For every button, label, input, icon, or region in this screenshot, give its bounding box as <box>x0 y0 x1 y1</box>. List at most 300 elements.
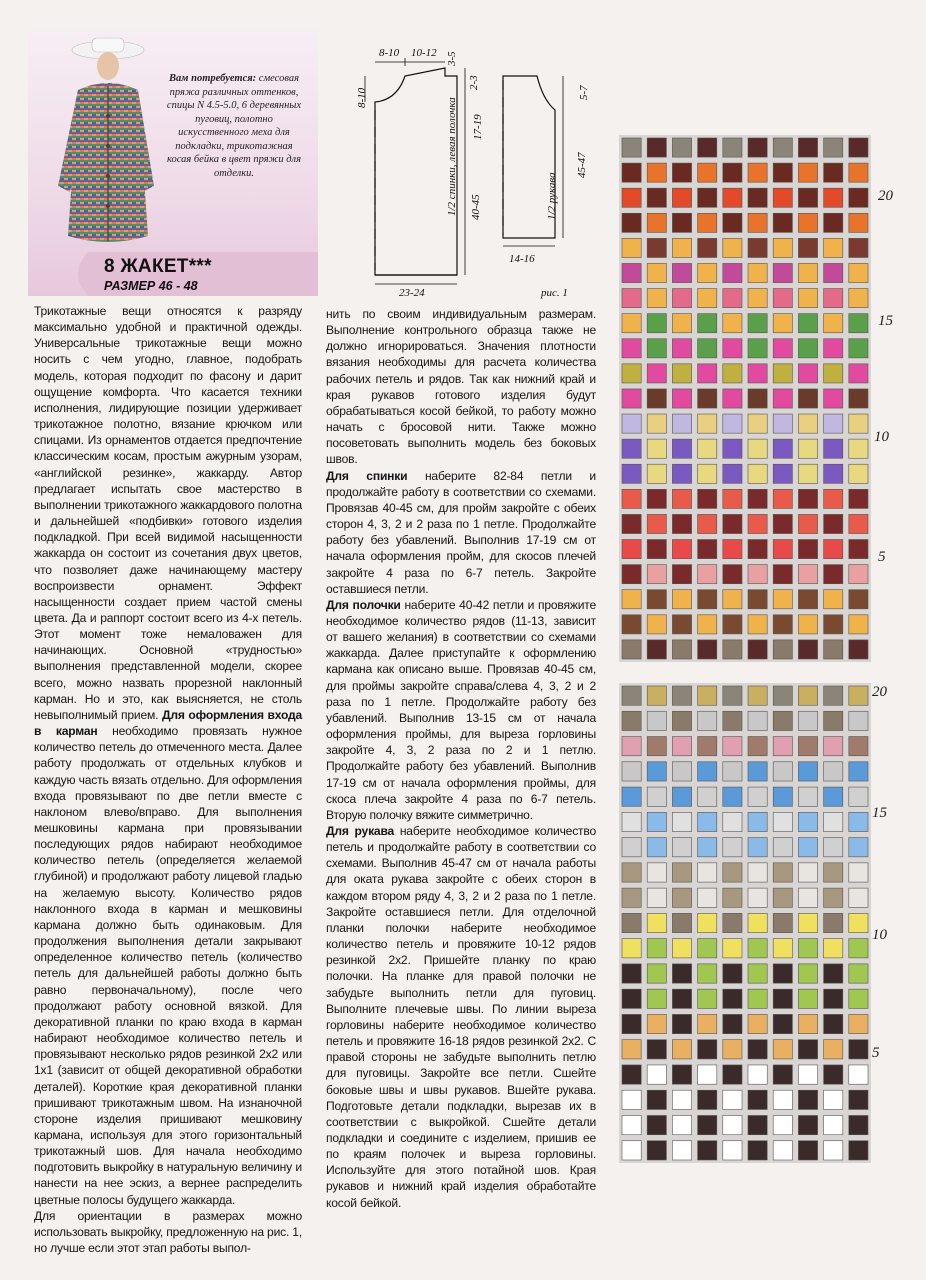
chart-cell <box>698 686 717 705</box>
chart-cell <box>824 863 843 882</box>
chart-cell <box>647 1141 666 1160</box>
chart-cell <box>773 989 792 1008</box>
chart-cell <box>723 615 742 634</box>
chart-cell <box>647 314 666 333</box>
chart-cell <box>824 464 843 483</box>
chart-cell <box>672 787 691 806</box>
chart-cell <box>672 389 691 408</box>
chart-cell <box>672 238 691 257</box>
materials-text: смесовая пряжа различных оттенков, спицы N 4.5-5.0, 6 деревянных пуговиц, полотно искусственного меха для подкладки, трикотажная косая бейка в цвет пряжи для отделки. <box>166 73 302 179</box>
chart-cell <box>647 263 666 282</box>
chart-cell <box>698 590 717 609</box>
chart-cell <box>723 737 742 756</box>
chart-cell <box>723 464 742 483</box>
chart-cell <box>723 711 742 730</box>
chart-cell <box>672 615 691 634</box>
chart-cell <box>622 1040 641 1059</box>
chart-cell <box>698 188 717 207</box>
chart-cell <box>824 314 843 333</box>
chart-cell <box>647 514 666 533</box>
chart-cell <box>849 939 868 958</box>
chart-cell <box>748 615 767 634</box>
chart-cell <box>723 590 742 609</box>
chart-cell <box>748 686 767 705</box>
chart-cell <box>748 163 767 182</box>
chart-cell <box>824 590 843 609</box>
chart-cell <box>698 314 717 333</box>
chart-cell <box>798 1065 817 1084</box>
chart-cell <box>824 163 843 182</box>
chart-cell <box>723 939 742 958</box>
chart-cell <box>773 1065 792 1084</box>
chart-cell <box>824 1090 843 1109</box>
chart-cell <box>798 514 817 533</box>
chart-cell <box>672 1141 691 1160</box>
chart-cell <box>748 640 767 659</box>
chart-cell <box>748 964 767 983</box>
chart-cell <box>824 389 843 408</box>
label-body: 1/2 спинки, левая полочка <box>446 97 458 216</box>
chart-cell <box>647 289 666 308</box>
dim-top-3: 3-5 <box>446 51 458 66</box>
chart-cell <box>773 489 792 508</box>
chart-cell <box>698 737 717 756</box>
chart-cell <box>773 213 792 232</box>
label-sleeve: 1/2 рукава <box>546 172 558 220</box>
chart-cell <box>698 213 717 232</box>
dim-left: 8-10 <box>356 87 368 108</box>
chart-cell <box>773 939 792 958</box>
chart-cell <box>798 1141 817 1160</box>
chart-cell <box>698 389 717 408</box>
chart-cell <box>773 188 792 207</box>
chart-cell <box>824 964 843 983</box>
chart-cell <box>773 439 792 458</box>
chart-cell <box>773 964 792 983</box>
pattern-schematic <box>345 40 590 300</box>
chart-cell <box>672 686 691 705</box>
chart-cell <box>798 464 817 483</box>
chart-cell <box>622 762 641 781</box>
chart-cell <box>672 964 691 983</box>
chart-cell <box>622 964 641 983</box>
chart-cell <box>622 540 641 559</box>
chart-cell <box>773 289 792 308</box>
chart-cell <box>698 138 717 157</box>
chart-cell <box>647 762 666 781</box>
chart-cell <box>773 364 792 383</box>
chart-cell <box>672 1040 691 1059</box>
chart1-row-label-10: 10 <box>874 429 889 445</box>
chart-cell <box>647 1090 666 1109</box>
chart-cell <box>849 640 868 659</box>
chart-cell <box>672 1115 691 1134</box>
chart-cell <box>849 489 868 508</box>
chart-cell <box>798 838 817 857</box>
chart-cell <box>773 1141 792 1160</box>
chart1-row-label-15: 15 <box>878 313 893 329</box>
chart-cell <box>622 1141 641 1160</box>
chart-cell <box>824 939 843 958</box>
chart-cell <box>647 711 666 730</box>
chart-cell <box>798 1040 817 1059</box>
chart-cell <box>647 964 666 983</box>
chart-cell <box>723 1014 742 1033</box>
chart-cell <box>672 439 691 458</box>
chart-cell <box>824 364 843 383</box>
chart-cell <box>798 737 817 756</box>
chart-cell <box>748 1141 767 1160</box>
chart-cell <box>622 1115 641 1134</box>
chart-cell <box>672 364 691 383</box>
chart2-row-label-15: 15 <box>872 805 887 821</box>
chart-cell <box>698 1141 717 1160</box>
chart-cell <box>672 263 691 282</box>
chart-cell <box>647 1065 666 1084</box>
chart-cell <box>824 838 843 857</box>
chart-cell <box>824 238 843 257</box>
chart2-row-label-10: 10 <box>872 927 887 943</box>
chart-cell <box>647 188 666 207</box>
chart-cell <box>723 1141 742 1160</box>
chart-cell <box>647 863 666 882</box>
chart-cell <box>647 737 666 756</box>
chart-cell <box>798 1115 817 1134</box>
chart-cell <box>849 464 868 483</box>
chart-cell <box>748 414 767 433</box>
back-paragraph: Для спинки наберите 82-84 петли и продолжайте работу в соответствии со схемами. Провязав 40-45 см, для пройм закройте с обеих сторон 4, 3, 2 и 2 раза по 1 петле. Продолжайте работу без убавлений. Выполнив 17-19 см от начала оформления пройм, для скосов плечей закройте 4 раза по 6-7 петель. Закройте оставшиеся петли. <box>326 468 596 596</box>
chart-cell <box>849 339 868 358</box>
chart-cell <box>748 314 767 333</box>
chart-cell <box>824 1115 843 1134</box>
chart-cell <box>748 540 767 559</box>
chart-cell <box>647 1040 666 1059</box>
chart-cell <box>849 787 868 806</box>
sleeve-top: 5-7 <box>578 85 590 100</box>
chart-cell <box>622 812 641 831</box>
chart-cell <box>798 314 817 333</box>
chart-cell <box>622 737 641 756</box>
chart-cell <box>698 888 717 907</box>
chart-cell <box>622 838 641 857</box>
chart-cell <box>698 238 717 257</box>
chart-cell <box>698 913 717 932</box>
chart-cell <box>849 1090 868 1109</box>
chart-cell <box>824 711 843 730</box>
chart-cell <box>723 364 742 383</box>
chart-cell <box>798 888 817 907</box>
chart-cell <box>748 489 767 508</box>
chart-cell <box>798 686 817 705</box>
chart-cell <box>698 1014 717 1033</box>
chart-cell <box>849 863 868 882</box>
chart-cell <box>622 138 641 157</box>
chart-cell <box>698 863 717 882</box>
chart-cell <box>849 414 868 433</box>
chart-cell <box>748 590 767 609</box>
chart-cell <box>622 339 641 358</box>
chart-cell <box>824 989 843 1008</box>
chart-cell <box>748 888 767 907</box>
chart-cell <box>698 414 717 433</box>
chart-cell <box>849 964 868 983</box>
chart-cell <box>798 762 817 781</box>
chart-cell <box>798 640 817 659</box>
chart-cell <box>622 314 641 333</box>
chart-cell <box>748 913 767 932</box>
chart-cell <box>824 489 843 508</box>
chart-cell <box>647 1115 666 1134</box>
model-size: РАЗМЕР 46 - 48 <box>104 279 198 293</box>
chart-cell <box>849 1141 868 1160</box>
chart-cell <box>672 289 691 308</box>
chart-cell <box>824 263 843 282</box>
chart-cell <box>672 888 691 907</box>
chart-cell <box>849 565 868 584</box>
dim-top-2: 10-12 <box>411 47 437 59</box>
chart-cell <box>849 1014 868 1033</box>
chart-cell <box>672 188 691 207</box>
chart-cell <box>849 711 868 730</box>
chart-cell <box>798 213 817 232</box>
chart-cell <box>723 514 742 533</box>
chart-cell <box>723 314 742 333</box>
chart1-row-label-20: 20 <box>878 188 893 204</box>
chart-cell <box>723 686 742 705</box>
chart-cell <box>748 989 767 1008</box>
chart-cell <box>824 289 843 308</box>
chart-cell <box>824 640 843 659</box>
chart-cell <box>622 863 641 882</box>
chart-cell <box>698 565 717 584</box>
chart-cell <box>723 389 742 408</box>
chart-cell <box>723 1115 742 1134</box>
chart-cell <box>798 913 817 932</box>
chart-cell <box>698 439 717 458</box>
chart-cell <box>748 339 767 358</box>
chart-cell <box>723 565 742 584</box>
chart2-row-label-20: 20 <box>872 684 887 700</box>
front-paragraph: Для полочки наберите 40-42 петли и провяжите необходимое количество рядов (11-13, зависит от вашего желания) в соответствии со схемами жаккарда. Далее приступайте к оформлению кармана как описано выше. Провязав 40-45 см, для проймы закройте справа/слева 4, 3, 2 и 2 раза по 1 петле. Продолжайте работу без убавлений. Выполнив 13-15 см от начала оформления проймы, для выреза горловины закройте 4, 3, 2 раза по 2 и 1 петлю. Продолжайте работу без убавлений. Выполнив 17-19 см от начала оформления проймы, для скоса плеча закройте 4 раза по 6-7 петель. Вторую полочку вяжите симметрично. <box>326 597 596 822</box>
chart-cell <box>672 339 691 358</box>
chart-cell <box>647 565 666 584</box>
chart-cell <box>622 289 641 308</box>
chart-cell <box>849 540 868 559</box>
sleeve-side: 45-47 <box>576 152 588 178</box>
chart-cell <box>672 812 691 831</box>
chart-cell <box>748 565 767 584</box>
chart-cell <box>647 640 666 659</box>
chart-cell <box>748 863 767 882</box>
chart-cell <box>723 188 742 207</box>
chart-cell <box>723 414 742 433</box>
chart-cell <box>647 1014 666 1033</box>
chart-cell <box>672 464 691 483</box>
chart-cell <box>748 389 767 408</box>
chart-cell <box>698 364 717 383</box>
chart-cell <box>698 464 717 483</box>
chart-cell <box>672 1090 691 1109</box>
chart-cell <box>798 590 817 609</box>
chart-cell <box>849 762 868 781</box>
figure-caption: рис. 1 <box>541 287 568 299</box>
chart-cell <box>698 711 717 730</box>
chart-cell <box>798 711 817 730</box>
chart-cell <box>672 737 691 756</box>
chart-cell <box>723 863 742 882</box>
chart-cell <box>824 1040 843 1059</box>
chart-cell <box>849 163 868 182</box>
chart-cell <box>849 439 868 458</box>
chart-cell <box>798 1014 817 1033</box>
chart-cell <box>647 464 666 483</box>
chart-cell <box>849 514 868 533</box>
chart-cell <box>672 762 691 781</box>
chart-cell <box>773 1115 792 1134</box>
chart-cell <box>748 188 767 207</box>
chart-cell <box>723 838 742 857</box>
chart-cell <box>622 489 641 508</box>
chart-cell <box>723 913 742 932</box>
chart-cell <box>622 213 641 232</box>
materials-list <box>166 72 302 180</box>
chart-cell <box>672 711 691 730</box>
chart-cell <box>748 1014 767 1033</box>
chart1-row-label-5: 5 <box>878 549 886 565</box>
mid-intro: нить по своим индивидуальным размерам. Выполнение контрольного образца также не должно игнорироваться. Значения плотности вязания необходимы для расчета количества рабочих петель и рядов. Так как нижний край и края рукавов готового изделия будут обрабатываться косой бейкой, то работу можно начать с бросовой нити. Также можно посоветовать выполнить модель без боковых швов. <box>326 307 596 467</box>
chart-cell <box>647 213 666 232</box>
chart-cell <box>798 364 817 383</box>
chart-cell <box>849 989 868 1008</box>
chart-cell <box>698 514 717 533</box>
chart-cell <box>698 263 717 282</box>
dim-bottom: 23-24 <box>399 287 425 299</box>
chart-cell <box>824 812 843 831</box>
chart-cell <box>748 238 767 257</box>
chart-cell <box>798 812 817 831</box>
chart-cell <box>773 737 792 756</box>
chart-cell <box>748 1040 767 1059</box>
chart-cell <box>748 364 767 383</box>
chart-cell <box>622 1014 641 1033</box>
chart-cell <box>773 414 792 433</box>
chart-cell <box>849 615 868 634</box>
chart-cell <box>647 686 666 705</box>
chart-cell <box>773 711 792 730</box>
chart-cell <box>798 414 817 433</box>
chart-cell <box>622 888 641 907</box>
chart-cell <box>622 711 641 730</box>
chart-cell <box>672 514 691 533</box>
chart-cell <box>647 138 666 157</box>
chart-cell <box>698 1065 717 1084</box>
chart-cell <box>698 163 717 182</box>
chart-cell <box>698 540 717 559</box>
sleeve-heading: Для рукава <box>326 824 395 838</box>
chart-cell <box>723 787 742 806</box>
chart-cell <box>773 888 792 907</box>
chart-cell <box>748 464 767 483</box>
chart-cell <box>798 489 817 508</box>
chart-cell <box>698 838 717 857</box>
chart-cell <box>773 263 792 282</box>
chart-cell <box>723 339 742 358</box>
chart-cell <box>798 439 817 458</box>
chart-cell <box>773 389 792 408</box>
chart-cell <box>723 1040 742 1059</box>
chart-cell <box>672 540 691 559</box>
chart-cell <box>773 1090 792 1109</box>
chart-cell <box>824 339 843 358</box>
chart-cell <box>773 138 792 157</box>
chart-cell <box>773 238 792 257</box>
chart-cell <box>672 565 691 584</box>
chart-cell <box>647 163 666 182</box>
jacket-photo <box>48 36 162 254</box>
chart-cell <box>773 863 792 882</box>
chart-cell <box>723 640 742 659</box>
chart-cell <box>698 615 717 634</box>
chart-cell <box>849 314 868 333</box>
chart-cell <box>622 163 641 182</box>
chart-cell <box>622 188 641 207</box>
chart-cell <box>849 1115 868 1134</box>
chart-cell <box>698 964 717 983</box>
chart-cell <box>849 686 868 705</box>
chart-cell <box>622 615 641 634</box>
chart-cell <box>672 939 691 958</box>
chart-cell <box>723 138 742 157</box>
chart-cell <box>748 787 767 806</box>
chart-cell <box>672 913 691 932</box>
chart-cell <box>849 213 868 232</box>
chart-cell <box>798 188 817 207</box>
chart-cell <box>748 1115 767 1134</box>
chart-cell <box>773 163 792 182</box>
chart-cell <box>647 888 666 907</box>
chart-cell <box>698 1040 717 1059</box>
chart-cell <box>647 414 666 433</box>
jacquard-chart-1 <box>619 135 871 662</box>
chart-cell <box>647 939 666 958</box>
chart-cell <box>672 1014 691 1033</box>
chart-cell <box>824 913 843 932</box>
chart-cell <box>723 213 742 232</box>
chart-cell <box>723 964 742 983</box>
chart-cell <box>824 762 843 781</box>
chart-cell <box>698 787 717 806</box>
dim-top-1: 8-10 <box>379 47 400 59</box>
chart-cell <box>849 263 868 282</box>
chart-cell <box>773 314 792 333</box>
chart-cell <box>824 1014 843 1033</box>
chart-cell <box>824 540 843 559</box>
chart-cell <box>622 414 641 433</box>
chart-cell <box>773 640 792 659</box>
chart-cell <box>622 364 641 383</box>
chart-cell <box>647 838 666 857</box>
chart-cell <box>748 514 767 533</box>
chart-cell <box>698 339 717 358</box>
chart-cell <box>773 615 792 634</box>
chart-cell <box>798 289 817 308</box>
chart-cell <box>849 812 868 831</box>
chart-cell <box>748 711 767 730</box>
chart-cell <box>622 1090 641 1109</box>
chart-cell <box>723 888 742 907</box>
chart-cell <box>723 289 742 308</box>
chart-cell <box>824 1141 843 1160</box>
